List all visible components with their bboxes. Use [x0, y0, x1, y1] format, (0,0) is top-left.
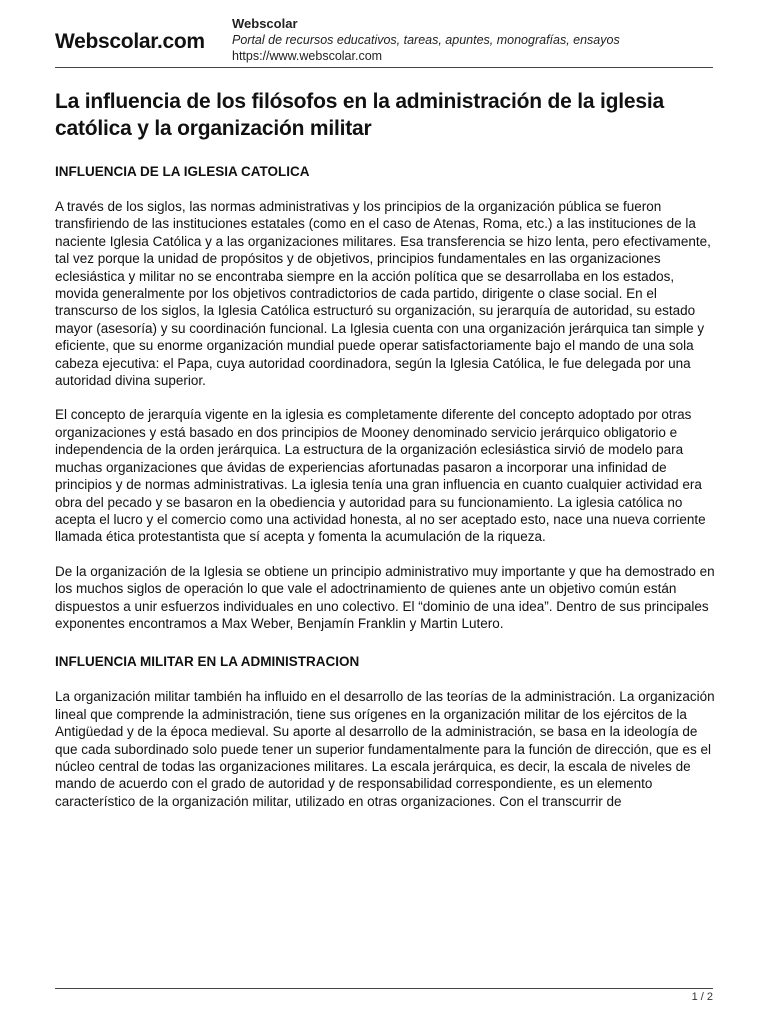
- section-heading-militar: INFLUENCIA MILITAR EN LA ADMINISTRACION: [55, 654, 360, 670]
- footer-divider: [55, 988, 713, 989]
- paragraph: A través de los siglos, las normas administrativas y los principios de la organización pública se fueron transfiriendo de las instituciones estatales (como en el caso de Atenas, Roma, etc.) a las instituciones de la naciente Iglesia Católica y a las organizaciones militares. Esa transferencia se hizo lenta, pero efectivamente, tal vez porque la unidad de propósitos y de objetivos, principios fundamentales en las organizaciones eclesiástica y militar no se encontraba siempre en la acción política que se desarrollaba en los estados, movida generalmente por los objetivos contradictorios de cada partido, dirigente o clase social. En el transcurso de los siglos, la Iglesia Católica estructuró su organización, su jerarquía de autoridad, su estado mayor (asesoría) y su coordinación funcional. La Iglesia cuenta con una organización jerárquica tan simple y eficiente, que su enorme organización mundial puede operar satisfactoriamente bajo el mando de una sola cabeza ejecutiva: el Papa, cuya autoridad coordinadora, según la Iglesia Católica, le fue delegada por una autoridad divina superior.: [55, 199, 711, 389]
- site-info: [232, 16, 620, 64]
- article-title: La influencia de los filósofos en la administración de la iglesia católica y la organización militar: [55, 90, 664, 140]
- paragraph: De la organización de la Iglesia se obtiene un principio administrativo muy importante y que ha demostrado en los muchos siglos de operación lo que vale el adoctrinamiento de quienes ante un objetivo común están dispuestos a unir esfuerzos individuales en uno colectivo. El “dominio de una idea”. Dentro de sus principales exponentes encontramos a Max Weber, Benjamín Franklin y Martin Lutero.: [55, 563, 715, 631]
- page-header: [55, 14, 715, 70]
- site-url[interactable]: https://www.webscolar.com: [232, 49, 383, 63]
- section-heading-iglesia: INFLUENCIA DE LA IGLESIA CATOLICA: [55, 164, 310, 179]
- site-name: Webscolar: [232, 16, 298, 31]
- paragraph: El concepto de jerarquía vigente en la iglesia es completamente diferente del concepto adoptado por otras organizaciones y está basado en dos principios de Mooney denominado servicio jerárquico obligatorio e independencia de la orden jerárquica. La estructura de la organización eclesiástica sirvió de modelo para muchas organizaciones que ávidas de experiencias afortunadas pasaron a incorporar una infinidad de principios y de normas administrativas. La iglesia tenía una gran influencia en cuanto cualquier actividad era obra del pecado y se basaron en la obediencia y autoridad para su funcionamiento. La iglesia católica no acepta el lucro y el comercio como una actividad honesta, al no ser aceptado esto, nace una nueva corriente llamada ética protestantista que sí acepta y fomenta la acumulación de la riqueza.: [55, 407, 706, 545]
- site-logo: Webscolar.com: [55, 30, 205, 53]
- page-number: 1 / 2: [691, 991, 713, 1003]
- header-divider: [55, 67, 713, 68]
- paragraph: La organización militar también ha influido en el desarrollo de las teorías de la administración. La organización lineal que comprende la administración, tiene sus orígenes en la organización militar de los ejércitos de la Antigüedad y de la época medieval. Su aporte al desarrollo de la administración, se basa en la ideología de que cada subordinado solo puede tener un superior fundamentalmente para la función de dirección, que es el núcleo central de todas las organizaciones militares. La escala jerárquica, es decir, la escala de niveles de mando de acuerdo con el grado de autoridad y de responsabilidad correspondiente, es un elemento característico de la organización militar, utilizado en otras organizaciones. Con el transcurrir de: [55, 689, 715, 809]
- site-tagline: Portal de recursos educativos, tareas, apuntes, monografías, ensayos: [232, 33, 620, 47]
- article-content: [55, 88, 715, 810]
